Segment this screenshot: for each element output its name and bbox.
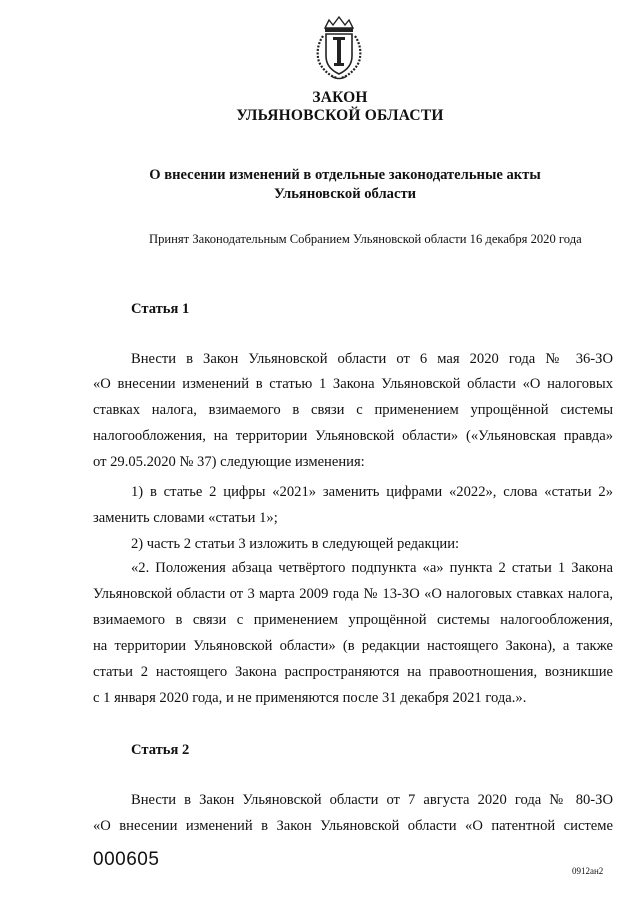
article-1-line: статьи 2 настоящего Закона распространяются на правоотношения, возникшие (93, 664, 613, 680)
article-1-line: Внести в Закон Ульяновской области от 6 мая 2020 года № 36-ЗО (131, 351, 613, 367)
law-subject-line-1: О внесении изменений в отдельные законодательные акты (149, 167, 541, 183)
law-subject-line-2: Ульяновской области (273, 186, 417, 202)
article-1-line: 1) в статье 2 цифры «2021» заменить цифрами «2022», слова «статьи 2» (131, 484, 613, 500)
document-number: 000605 (93, 849, 160, 870)
article-2-line: «О внесении изменений в Закон Ульяновской области «О патентной системе (93, 818, 613, 834)
article-1-line: ставках налога, взимаемого в связи с применением упрощённой системы (93, 402, 613, 418)
adoption-note: Принят Законодательным Собранием Ульяновской области 16 декабря 2020 года (149, 232, 582, 246)
article-1-line: на территории Ульяновской области» (в редакции настоящего Закона), а также (93, 638, 613, 654)
article-1-line: 2) часть 2 статьи 3 изложить в следующей редакции: (131, 536, 460, 552)
article-1-line: взимаемого в связи с применением упрощённой системы налогообложения, (93, 612, 613, 628)
article-1-line: Ульяновской области от 3 марта 2009 года № 13-ЗО «О налоговых ставках налога, (93, 586, 613, 602)
article-1-heading: Статья 1 (131, 301, 190, 317)
region-title: УЛЬЯНОВСКОЙ ОБЛАСТИ (236, 107, 444, 124)
article-2-line: Внести в Закон Ульяновской области от 7 августа 2020 года № 80-ЗО (131, 792, 613, 808)
coat-of-arms-icon (311, 14, 367, 82)
article-1-line: от 29.05.2020 № 37) следующие изменения: (93, 454, 365, 470)
law-title: ЗАКОН (312, 89, 368, 106)
article-1-line: «О внесении изменений в статью 1 Закона Ульяновской области «О налоговых (93, 376, 613, 392)
document-code: 0912ан2 (572, 866, 604, 876)
article-1-line: с 1 января 2020 года, и не применяются после 31 декабря 2021 года.». (93, 690, 527, 706)
article-1-line: «2. Положения абзаца четвёртого подпункта «а» пункта 2 статьи 1 Закона (131, 560, 613, 576)
article-1-line: заменить словами «статьи 1»; (93, 510, 278, 526)
article-1-line: налогообложения, на территории Ульяновской области» («Ульяновская правда» (93, 428, 613, 444)
article-2-heading: Статья 2 (131, 742, 190, 758)
